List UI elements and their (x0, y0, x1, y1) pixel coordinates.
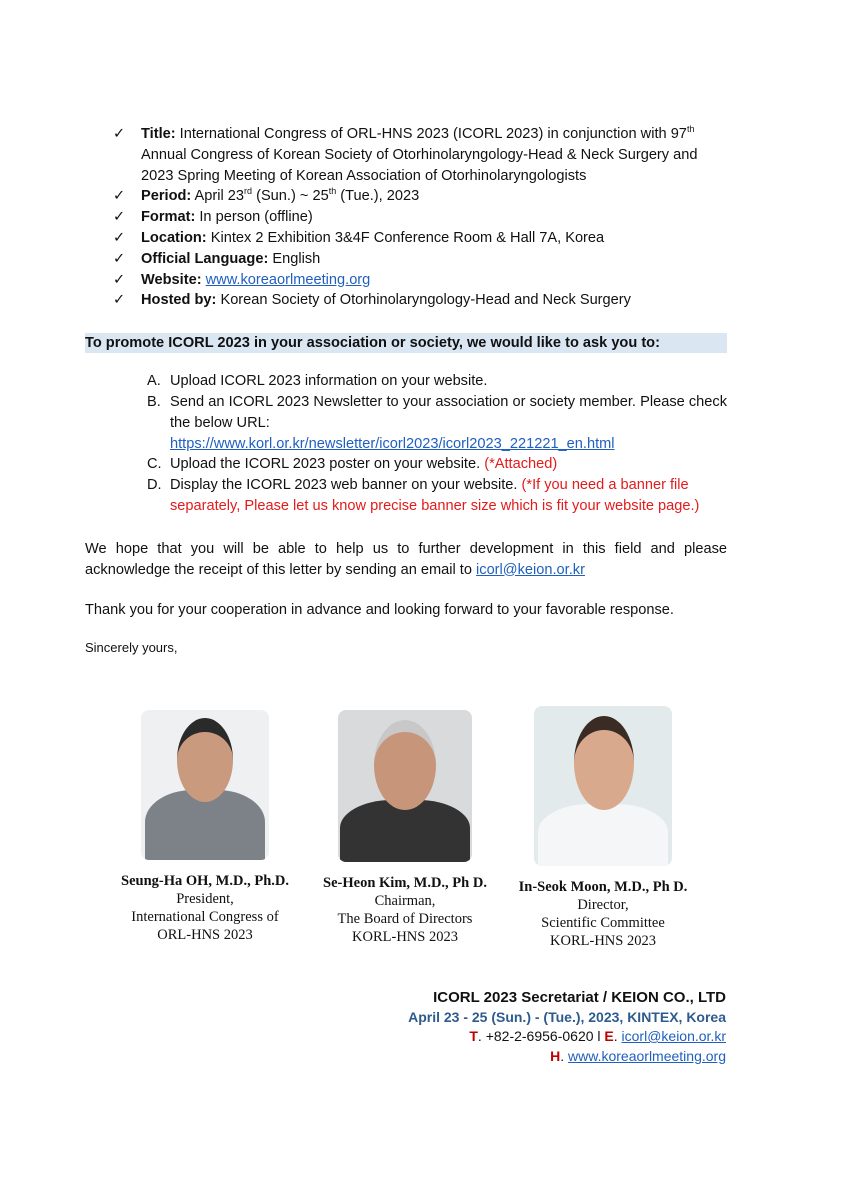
homepage-line: H. www.koreaorlmeeting.org (550, 1047, 726, 1064)
info-item-language (113, 249, 727, 270)
info-value: (Tue.), 2023 (336, 188, 420, 205)
info-item-period (113, 186, 727, 207)
info-label: Title: (141, 126, 176, 142)
signatory (100, 710, 310, 944)
info-value: Korean Society of Otorhinolaryngology-Head and Neck Surgery (216, 292, 631, 309)
contact-line: T. +82-2-6956-0620 l E. icorl@keion.or.kr (469, 1028, 726, 1044)
info-label: Location: (141, 229, 207, 246)
request-text: Upload the ICORL 2023 poster on your website. (170, 456, 485, 473)
superscript: rd (244, 186, 253, 197)
request-item (147, 392, 727, 454)
request-item (147, 371, 727, 392)
info-label: Period: (141, 188, 192, 205)
check-icon: ✓ (113, 271, 126, 288)
info-label: Hosted by: (141, 292, 217, 309)
request-note: (*Attached) (484, 456, 558, 473)
signatory-title: KORL-HNS 2023 (550, 933, 656, 949)
signatory (300, 710, 510, 946)
secretariat-name: ICORL 2023 Secretariat / KEION CO., LTD (433, 989, 726, 1006)
check-icon: ✓ (113, 250, 126, 267)
check-icon: ✓ (113, 209, 126, 226)
signatory-title: ORL-HNS 2023 (157, 927, 253, 943)
info-item-title (113, 124, 727, 186)
portrait-photo (141, 710, 269, 860)
request-list (85, 371, 727, 517)
signatory-title: Chairman, (374, 893, 436, 909)
signatory-title: The Board of Directors (337, 911, 473, 927)
signatory-title: International Congress of (131, 909, 279, 925)
info-value: English (268, 250, 321, 267)
request-text: Send an ICORL 2023 Newsletter to your association or society member. Please check the below URL: (170, 393, 727, 431)
superscript: th (328, 186, 337, 197)
request-item (147, 454, 727, 475)
secretariat-footer (408, 988, 726, 1066)
info-item-website (113, 270, 727, 291)
signatory-title: Scientific Committee (541, 915, 665, 931)
list-marker: C. (147, 456, 162, 473)
signatory-name: Se-Heon Kim, M.D., Ph D. (323, 875, 487, 891)
newsletter-link[interactable]: https://www.korl.or.kr/newsletter/icorl2023/icorl2023_221221_en.html (170, 435, 615, 452)
signatory-title: KORL-HNS 2023 (352, 929, 458, 945)
info-value: (Sun.) ~ 25 (252, 188, 329, 205)
event-dates: April 23 - 25 (Sun.) - (Tue.), 2023, KINTEX, Korea (408, 1008, 726, 1025)
footer-email-link[interactable]: icorl@keion.or.kr (621, 1028, 726, 1044)
email-label: E (604, 1028, 614, 1044)
letter-body (85, 124, 727, 659)
phone-number: . +82-2-6956-0620 l (477, 1028, 605, 1044)
closing: Sincerely yours, (85, 640, 178, 656)
signatory (498, 710, 708, 950)
homepage-label: H (550, 1047, 561, 1064)
promo-heading: To promote ICORL 2023 in your association or society, we would like to ask you to: (85, 333, 727, 353)
list-marker: A. (147, 373, 161, 390)
request-text: Upload ICORL 2023 information on your website. (170, 373, 488, 390)
portrait-photo (338, 710, 472, 862)
info-item-host (113, 290, 727, 311)
info-value: In person (offline) (195, 209, 313, 226)
check-icon: ✓ (113, 126, 126, 142)
request-item (147, 475, 727, 517)
footer-website-link[interactable]: www.koreaorlmeeting.org (568, 1047, 726, 1064)
website-link[interactable]: www.koreaorlmeeting.org (205, 271, 371, 288)
request-text: Display the ICORL 2023 web banner on your website. (170, 477, 522, 494)
paragraph-text: We hope that you will be able to help us to further development in this field and please acknowledge the receipt of this letter by sending an email to (85, 540, 727, 578)
info-item-location (113, 228, 727, 249)
thanks-paragraph: Thank you for your cooperation in advance and looking forward to your favorable response. (85, 602, 674, 619)
info-value: Kintex 2 Exhibition 3&4F Conference Room & Hall 7A, Korea (206, 229, 605, 246)
signatory-title: Director, (577, 897, 629, 913)
check-icon: ✓ (113, 292, 126, 309)
event-info-list (85, 124, 727, 311)
portrait-photo (534, 706, 672, 866)
signatory-name: In-Seok Moon, M.D., Ph D. (518, 879, 688, 895)
superscript: th (686, 124, 695, 135)
acknowledge-paragraph (85, 539, 727, 581)
signatory-name: Seung-Ha OH, M.D., Ph.D. (121, 873, 289, 889)
request-note: (*If you need a banner file separately, Please let us know precise banner size which is fit your website page.) (170, 477, 700, 514)
check-icon: ✓ (113, 188, 126, 205)
info-label: Format: (141, 209, 196, 226)
email-link[interactable]: icorl@keion.or.kr (476, 561, 585, 578)
info-item-format (113, 207, 727, 228)
check-icon: ✓ (113, 229, 126, 246)
list-marker: B. (147, 393, 161, 410)
signatory-title: President, (176, 891, 234, 907)
list-marker: D. (147, 477, 162, 494)
info-value: Annual Congress of Korean Society of Otorhinolaryngology-Head & Neck Surgery and 2023 Spring Meeting of Korean Association of Otorhinolaryngologists (141, 146, 698, 184)
phone-label: T (469, 1028, 478, 1044)
info-value: International Congress of ORL-HNS 2023 (ICORL 2023) in conjunction with 97 (175, 126, 687, 142)
info-label: Website: (141, 271, 202, 288)
info-label: Official Language: (141, 250, 269, 267)
info-value: April 23 (191, 188, 245, 205)
